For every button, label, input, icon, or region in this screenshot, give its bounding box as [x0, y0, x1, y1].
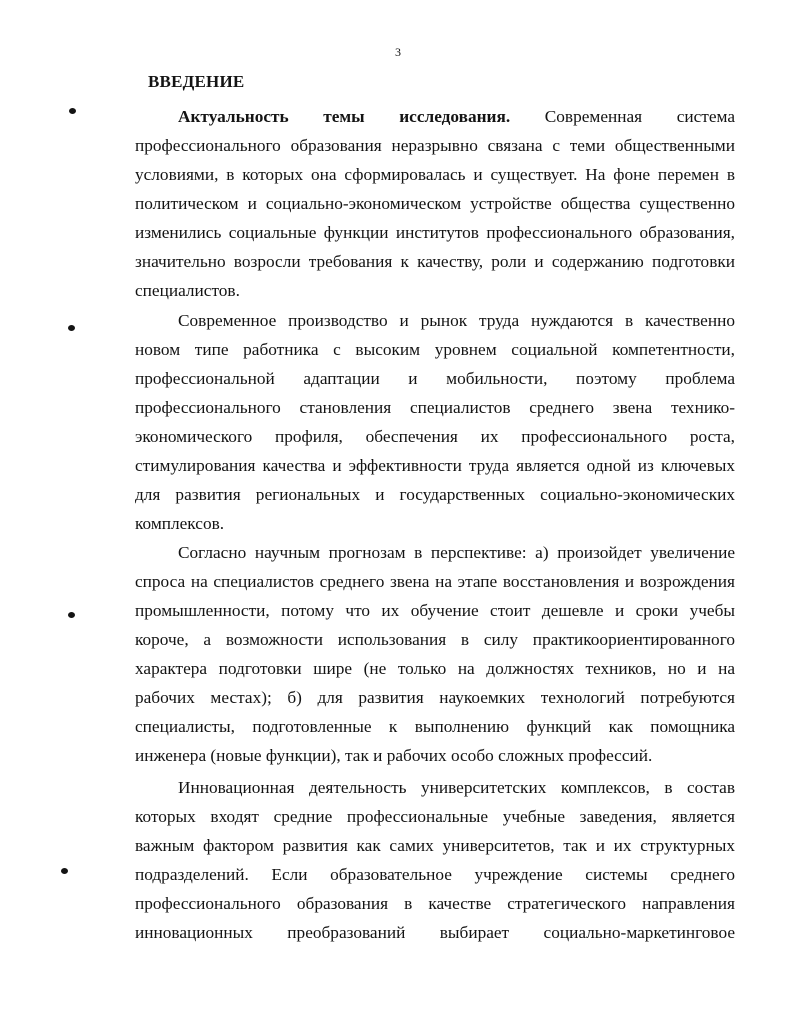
- paragraph-line: условиями, в которых она сформировалась и существует. На фоне перемен в: [135, 165, 735, 184]
- paragraph-line: значительно возросли требования к качеству, роли и содержанию подготовки: [135, 252, 735, 271]
- section-heading: ВВЕДЕНИЕ: [148, 72, 245, 91]
- bold-lead: Актуальность темы исследования.: [178, 107, 511, 126]
- paragraph-line: новом типе работника с высоким уровнем социальной компетентности,: [135, 340, 735, 359]
- paragraph-line: важным фактором развития как самих университетов, так и их структурных: [135, 836, 735, 855]
- paragraph-line: профессиональной адаптации и мобильности, поэтому проблема: [135, 369, 735, 388]
- paragraph-line: промышленности, потому что их обучение стоит дешевле и сроки учебы: [135, 601, 735, 620]
- paragraph-line: подразделений. Если образовательное учреждение системы среднего: [135, 865, 735, 884]
- paragraph-line: экономического профиля, обеспечения их профессионального роста,: [135, 427, 735, 446]
- paragraph-line: которых входят средние профессиональные учебные заведения, является: [135, 807, 735, 826]
- paragraph-line: инновационных преобразований выбирает социально-маркетинговое: [135, 923, 735, 942]
- margin-dot: [61, 868, 68, 874]
- paragraph-line: характера подготовки шире (не только на должностях техников, но и на: [135, 659, 735, 678]
- paragraph-line: комплексов.: [135, 514, 225, 533]
- paragraph-line: инженера (новые функции), так и рабочих особо сложных профессий.: [135, 746, 653, 765]
- paragraph-line: Современное производство и рынок труда нуждаются в качественно: [178, 311, 735, 330]
- paragraph-line: изменились социальные функции институтов профессионального образования,: [135, 223, 735, 242]
- paragraph-line: специалистов.: [135, 281, 240, 300]
- margin-dot: [69, 108, 76, 114]
- page-number: 3: [395, 45, 401, 59]
- paragraph-line: для развития региональных и государственных социально-экономических: [135, 485, 735, 504]
- paragraph-line: профессионального образования в качестве стратегического направления: [135, 894, 735, 913]
- lead-rest: Современная система: [544, 107, 736, 126]
- paragraph-line: Согласно научным прогнозам в перспективе: а) произойдет увеличение: [178, 543, 735, 562]
- paragraph-line: специалисты, подготовленные к выполнению функций как помощника: [135, 717, 735, 736]
- margin-dot: [68, 325, 75, 331]
- paragraph-line: профессионального становления специалистов среднего звена технико-: [135, 398, 735, 417]
- paragraph-line: профессионального образования неразрывно связана с теми общественными: [135, 136, 735, 155]
- paragraph-line: спроса на специалистов среднего звена на этапе восстановления и возрождения: [135, 572, 735, 591]
- margin-dot: [68, 612, 75, 618]
- paragraph-line: Инновационная деятельность университетских комплексов, в состав: [178, 778, 735, 797]
- paragraph-line: короче, а возможности использования в силу практикоориентированного: [135, 630, 735, 649]
- paragraph-line: стимулирования качества и эффективности труда является одной из ключевых: [135, 456, 735, 475]
- paragraph-line: рабочих местах); б) для развития наукоемких технологий потребуются: [135, 688, 735, 707]
- paragraph-line: политическом и социально-экономическом устройстве общества существенно: [135, 194, 735, 213]
- paragraph-line: [178, 107, 735, 127]
